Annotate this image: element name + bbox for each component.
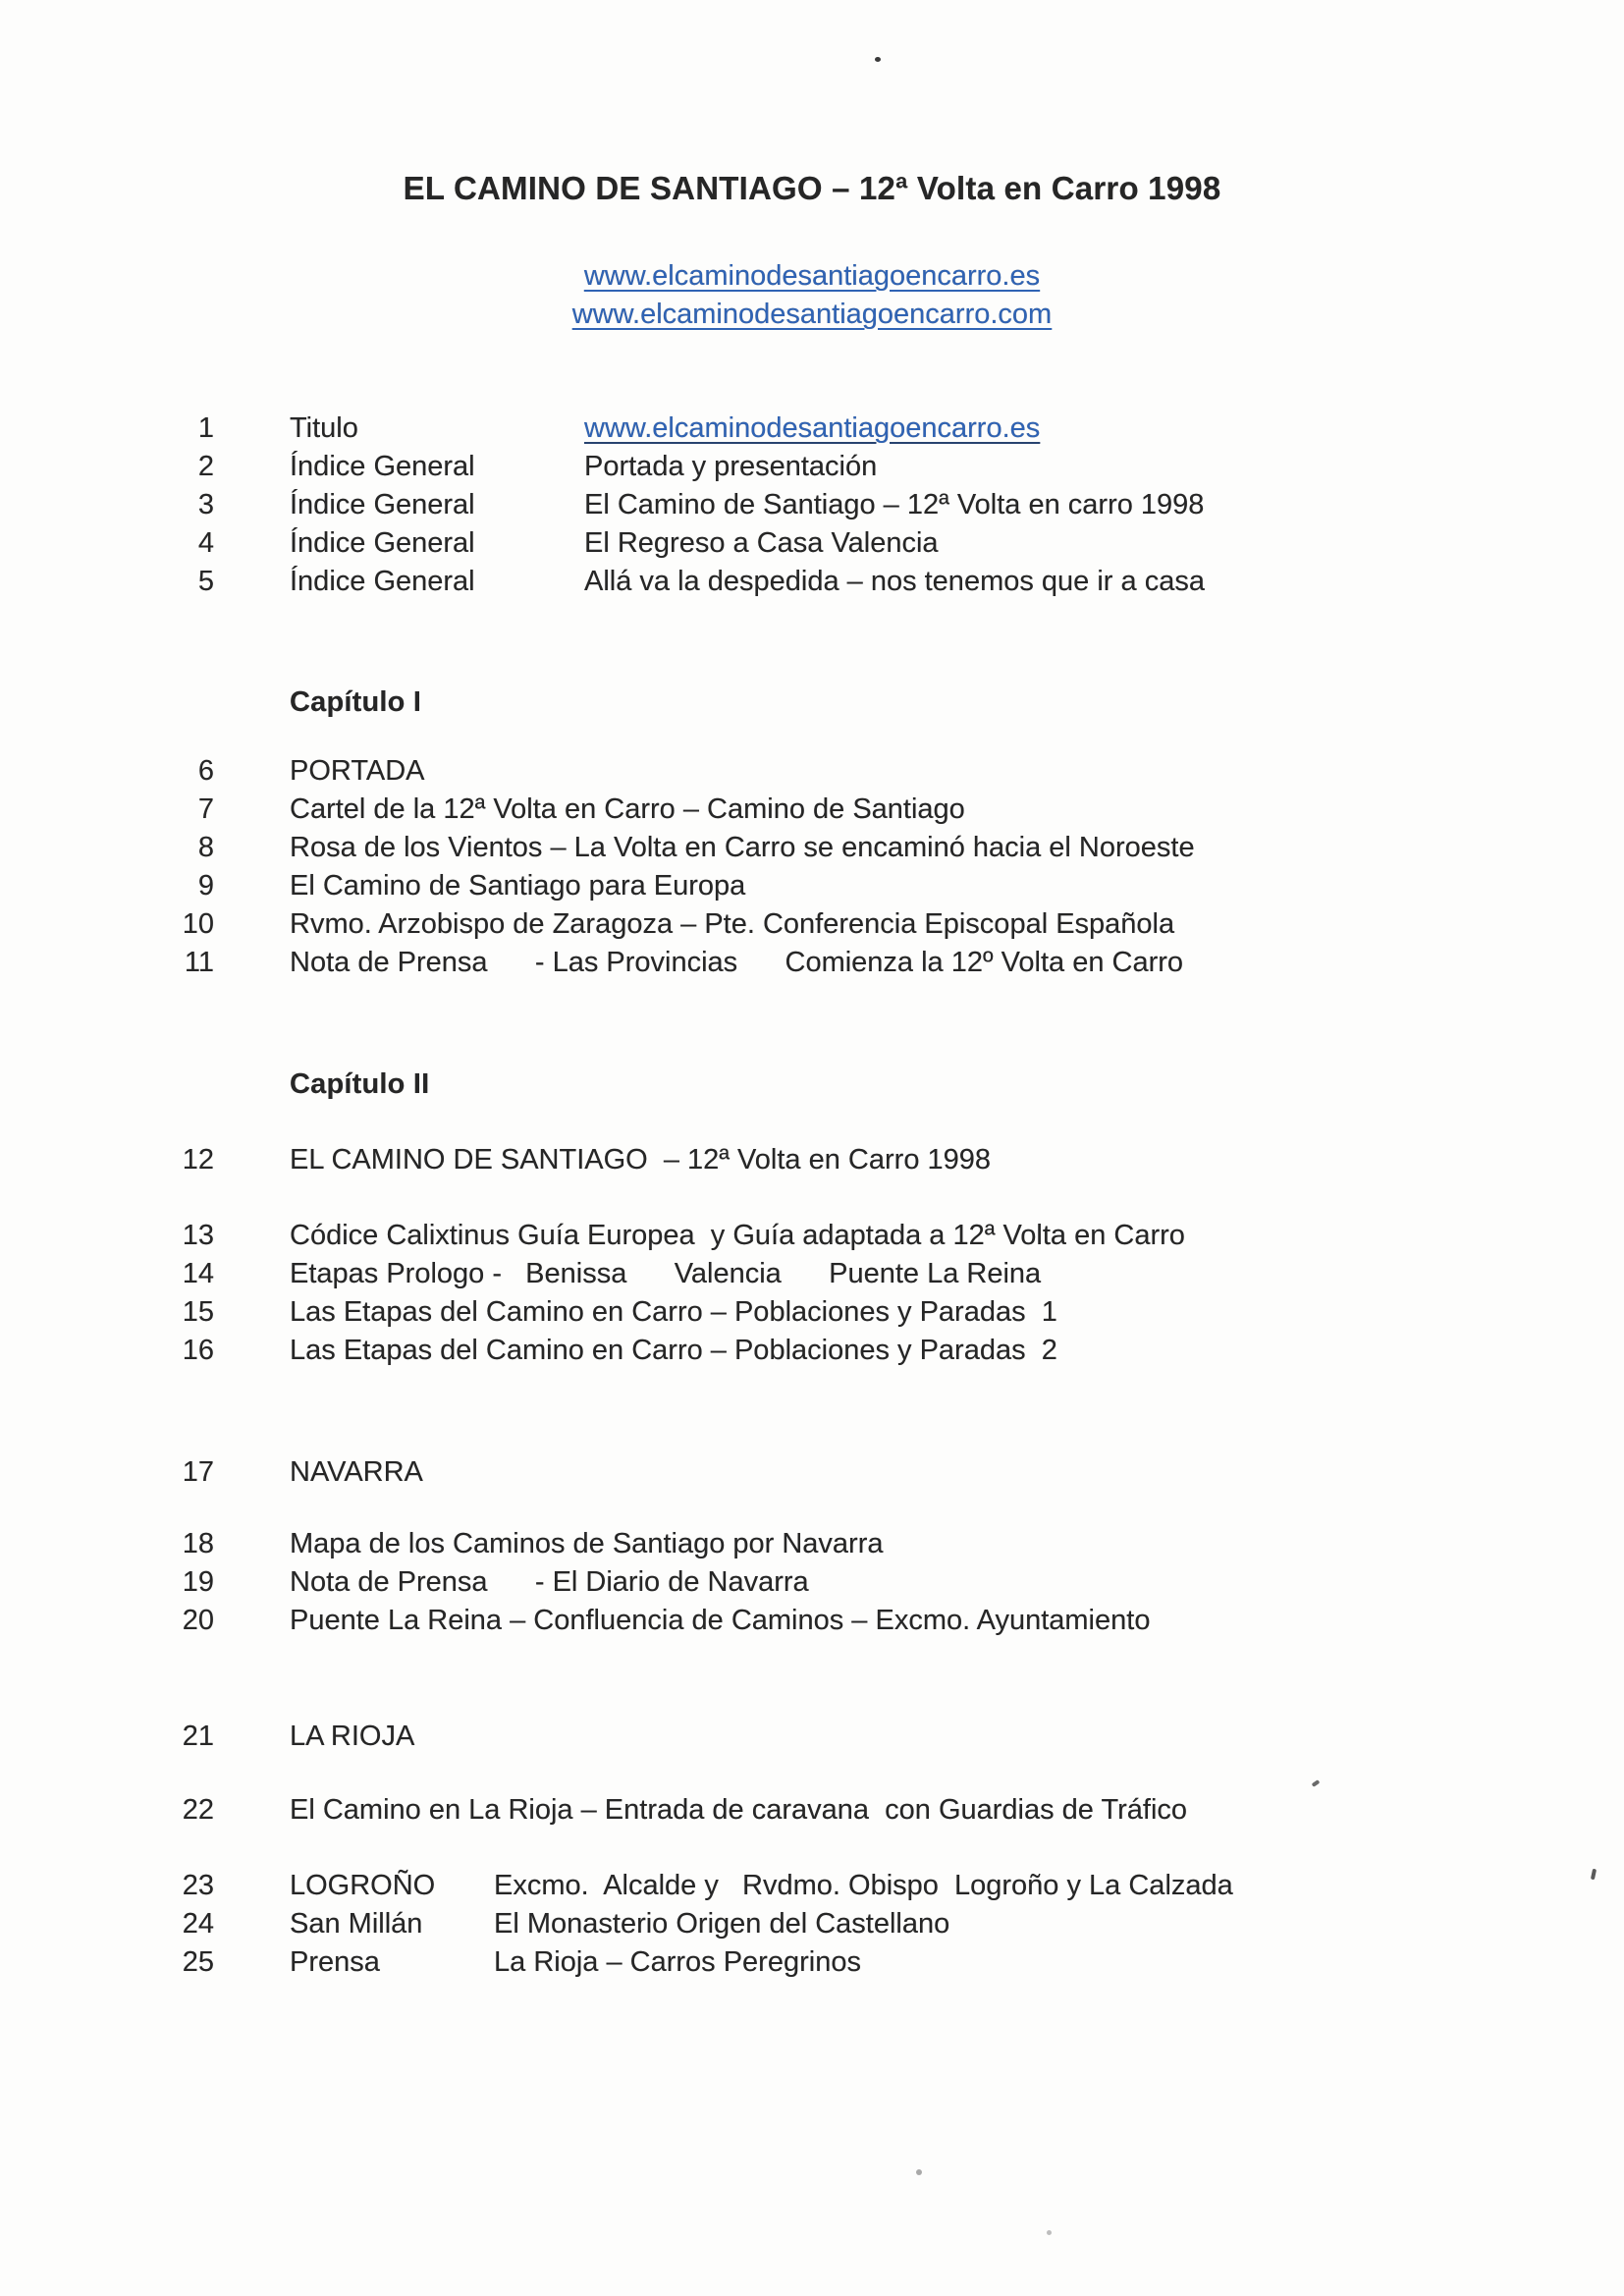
toc-row-label: San Millán (290, 1908, 423, 1940)
toc-row-description: El Camino de Santiago para Europa (290, 870, 746, 902)
toc-row (0, 1293, 1624, 1332)
toc-row-description: Rvmo. Arzobispo de Zaragoza – Pte. Conferencia Episcopal Española (290, 908, 1175, 940)
toc-row-number: 21 (182, 1721, 214, 1752)
toc-row (0, 1453, 1624, 1492)
toc-row-description: Nota de Prensa - El Diario de Navarra (290, 1566, 809, 1598)
scan-speck (1047, 2230, 1052, 2235)
toc-larioja-single-row (0, 1791, 1624, 1830)
toc-row (0, 563, 1624, 601)
toc-row (0, 448, 1624, 486)
toc-row-number: 8 (197, 832, 214, 863)
toc-row (0, 1255, 1624, 1293)
toc-row-description: Las Etapas del Camino en Carro – Poblaciones y Paradas 2 (290, 1335, 1057, 1366)
toc-row-number: 1 (197, 412, 214, 444)
section-title-navarra: NAVARRA (290, 1456, 423, 1488)
toc-larioja-heading-row (0, 1718, 1624, 1756)
toc-row-description: Allá va la despedida – nos tenemos que ir a casa (584, 566, 1205, 597)
document-title: EL CAMINO DE SANTIAGO – 12ª Volta en Carro 1998 (403, 170, 1221, 206)
toc-chapter2-section (0, 1217, 1624, 1370)
toc-row-description: Excmo. Alcalde y Rvdmo. Obispo Logroño y La Calzada (494, 1870, 1233, 1901)
toc-row-number: 15 (182, 1296, 214, 1328)
toc-row (0, 1905, 1624, 1943)
toc-row-description: Nota de Prensa - Las Provincias Comienza la 12º Volta en Carro (290, 947, 1184, 978)
toc-row-label: Prensa (290, 1946, 380, 1978)
toc-row (0, 752, 1624, 791)
toc-row-number: 13 (182, 1220, 214, 1251)
toc-row (0, 1867, 1624, 1905)
toc-row-number: 19 (182, 1566, 214, 1598)
toc-row-number: 3 (197, 489, 214, 520)
toc-row-description: Códice Calixtinus Guía Europea y Guía adaptada a 12ª Volta en Carro (290, 1220, 1185, 1251)
toc-row-label: Índice General (290, 489, 475, 520)
url-link-es: www.elcaminodesantiagoencarro.es (583, 260, 1041, 292)
toc-row (0, 1718, 1624, 1756)
toc-row-description: Rosa de los Vientos – La Volta en Carro se encaminó hacia el Noroeste (290, 832, 1195, 863)
toc-row-number: 4 (197, 527, 214, 559)
toc-row-description: Portada y presentación (584, 451, 878, 482)
toc-row-number: 9 (197, 870, 214, 902)
scan-speck (1312, 1779, 1321, 1787)
toc-larioja-section (0, 1867, 1624, 1982)
toc-chapter1-section (0, 752, 1624, 982)
toc-row-number: 10 (182, 908, 214, 940)
toc-row-number: 20 (182, 1605, 214, 1636)
toc-row-description: La Rioja – Carros Peregrinos (494, 1946, 861, 1978)
toc-navarra-heading-row (0, 1453, 1624, 1492)
toc-row-description: Cartel de la 12ª Volta en Carro – Camino de Santiago (290, 793, 965, 825)
toc-row-label: LOGROÑO (290, 1870, 436, 1901)
toc-row (0, 791, 1624, 829)
toc-row (0, 1332, 1624, 1370)
toc-navarra-section (0, 1525, 1624, 1640)
toc-row-label: Índice General (290, 566, 475, 597)
toc-row (0, 905, 1624, 944)
toc-row-number: 18 (182, 1528, 214, 1559)
url-link-com: www.elcaminodesantiagoencarro.com (571, 299, 1053, 330)
toc-row-number: 16 (182, 1335, 214, 1366)
toc-row-link: www.elcaminodesantiagoencarro.es (584, 412, 1041, 444)
toc-row-description: Mapa de los Caminos de Santiago por Navarra (290, 1528, 884, 1559)
toc-row-description: El Camino de Santiago – 12ª Volta en carro 1998 (584, 489, 1205, 520)
toc-row (0, 524, 1624, 563)
toc-row-number: 6 (197, 755, 214, 787)
toc-row-description: Puente La Reina – Confluencia de Caminos – Excmo. Ayuntamiento (290, 1605, 1151, 1636)
toc-row-description: El Monasterio Origen del Castellano (494, 1908, 950, 1940)
toc-row-description: EL CAMINO DE SANTIAGO – 12ª Volta en Carro 1998 (290, 1144, 992, 1175)
header-urls (0, 257, 1624, 334)
toc-row (0, 486, 1624, 524)
toc-row-number: 17 (182, 1456, 214, 1488)
toc-row (0, 1943, 1624, 1982)
toc-row (0, 1217, 1624, 1255)
section-title-larioja: LA RIOJA (290, 1721, 415, 1752)
toc-row (0, 1602, 1624, 1640)
toc-row-description: Etapas Prologo - Benissa Valencia Puente La Reina (290, 1258, 1042, 1289)
toc-row-label: Índice General (290, 451, 475, 482)
toc-row-description: Las Etapas del Camino en Carro – Poblaciones y Paradas 1 (290, 1296, 1057, 1328)
toc-row-number: 24 (182, 1908, 214, 1940)
toc-row-number: 11 (184, 947, 214, 978)
toc-intro-section (0, 410, 1624, 601)
toc-row-number: 2 (197, 451, 214, 482)
toc-row (0, 829, 1624, 867)
toc-row-number: 22 (182, 1794, 214, 1826)
toc-row-label: Titulo (290, 412, 358, 444)
chapter-2-heading: Capítulo II (290, 1068, 430, 1100)
toc-row (0, 410, 1624, 448)
toc-chapter2-main-row (0, 1141, 1624, 1179)
scan-speck (875, 57, 881, 62)
toc-row (0, 1525, 1624, 1563)
chapter-1-heading: Capítulo I (290, 686, 422, 718)
toc-row-number: 25 (182, 1946, 214, 1978)
toc-row-description: PORTADA (290, 755, 425, 787)
toc-row-number: 5 (197, 566, 214, 597)
toc-row (0, 1563, 1624, 1602)
toc-row (0, 867, 1624, 905)
toc-row (0, 944, 1624, 982)
toc-row-number: 7 (197, 793, 214, 825)
toc-row-description: El Regreso a Casa Valencia (584, 527, 939, 559)
toc-row (0, 1791, 1624, 1830)
toc-row (0, 1141, 1624, 1179)
scan-speck (916, 2169, 922, 2175)
toc-row-label: Índice General (290, 527, 475, 559)
toc-row-number: 12 (182, 1144, 214, 1175)
toc-row-number: 14 (182, 1258, 214, 1289)
toc-row-description: El Camino en La Rioja – Entrada de caravana con Guardias de Tráfico (290, 1794, 1188, 1826)
toc-row-number: 23 (182, 1870, 214, 1901)
